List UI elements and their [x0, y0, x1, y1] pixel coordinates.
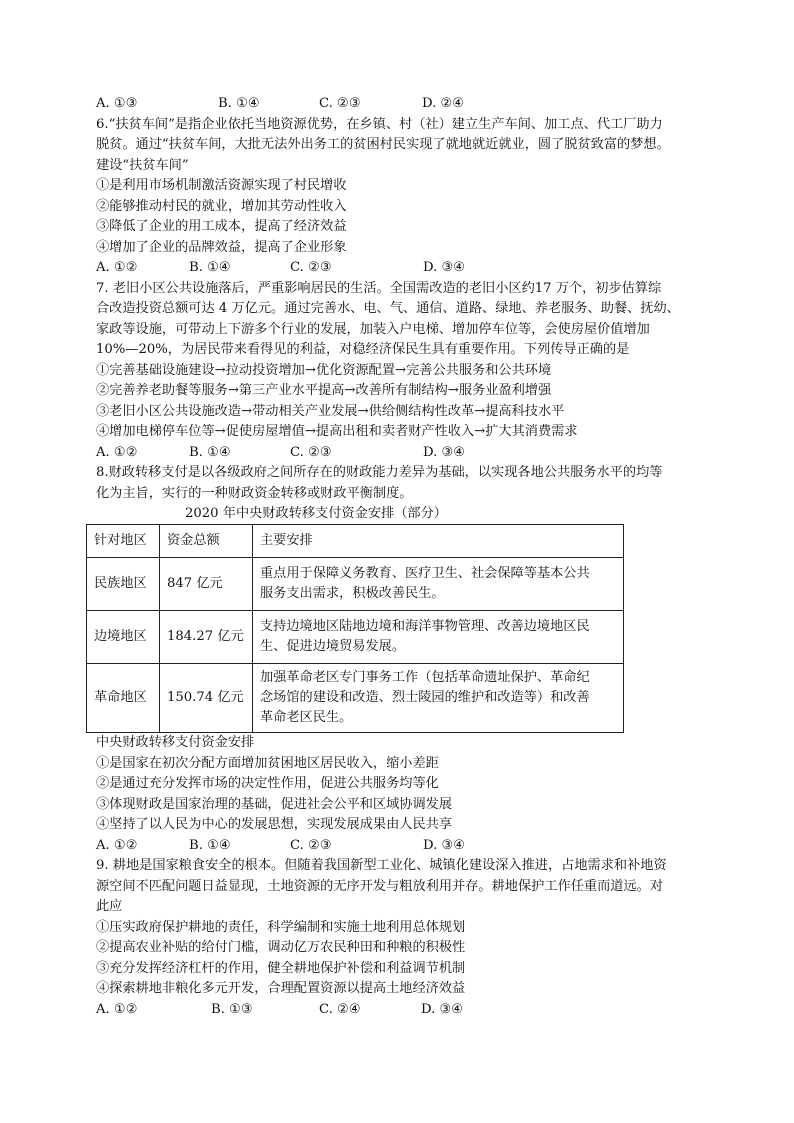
q5-option-c: C. ②③	[319, 96, 361, 111]
cell-plan	[253, 664, 624, 733]
q7-options	[96, 443, 706, 464]
q5-option-a: A. ①③	[96, 96, 138, 111]
q7-stem-line: 7. 老旧小区公共设施落后，严重影响居民的生活。全国需改造的老旧小区约17 万个，初步估算综	[96, 280, 662, 296]
q8-item-3: ③体现财政是国家治理的基础，促进社会公平和区域协调发展	[96, 796, 453, 812]
question-8	[96, 463, 706, 856]
table-row	[87, 558, 624, 611]
cell-plan-line: 重点用于保障义务教育、医疗卫生、社会保障等基本公共	[260, 566, 590, 581]
q6-option-b: B. ①④	[189, 260, 231, 275]
q9-option-c: C. ②④	[319, 1001, 361, 1017]
q8-item-2: ②是通过充分发挥市场的决定性作用，促进公共服务均等化	[96, 776, 439, 791]
q6-item-4: ④增加了企业的品牌效益，提高了企业形象	[96, 239, 347, 255]
exam-page	[96, 94, 706, 1020]
q5-option-b: B. ①④	[218, 96, 260, 111]
table-row	[87, 611, 624, 664]
header-region: 针对地区	[87, 525, 160, 558]
header-plan: 主要安排	[253, 525, 624, 558]
q5-options	[96, 94, 706, 115]
q8-option-d: D. ③④	[423, 837, 466, 853]
q9-stem-line: 此应	[96, 899, 123, 914]
q9-item-2: ②提高农业补贴的给付门槛，调动亿万农民种田和种粮的积极性	[96, 940, 466, 955]
q6-option-d: D. ③④	[423, 260, 466, 275]
q8-lead: 中央财政转移支付资金安排	[96, 735, 255, 750]
q8-item-1: ①是国家在初次分配方面增加贫困地区居民收入，缩小差距	[96, 755, 439, 771]
cell-plan	[253, 611, 624, 664]
q6-stem-line: 建设“扶贫车间”	[96, 157, 189, 173]
q9-item-3: ③充分发挥经济杠杆的作用，健全耕地保护补偿和利益调节机制	[96, 960, 466, 976]
table-row	[87, 664, 624, 733]
q8-options	[96, 836, 706, 857]
q6-stem-line: 脱贫。通过“扶贫车间，大批无法外出务工的贫困村民实现了就地就近就业，圆了脱贫致富的梦想。	[96, 137, 670, 152]
q7-stem-line: 10%—20%，为居民带来看得见的利益，对稳经济保民生具有重要作用。下列传导正确的是	[96, 342, 630, 357]
q8-stem-line: 8.财政转移支付是以各级政府之间所存在的财政能力差异为基础，以实现各地公共服务水平的均等	[96, 465, 663, 480]
q7-item-4: ④增加电梯停车位等→促使房屋增值→提高出租和卖者财产性收入→扩大其消费需求	[96, 424, 578, 439]
q6-item-3: ③降低了企业的用工成本，提高了经济效益	[96, 219, 347, 234]
q9-stem-line: 源空间不匹配问题日益显现，土地资源的无序开发与粗放利用并存。耕地保护工作任重而道远。对	[96, 878, 664, 894]
q7-item-2: ②完善养老助餐等服务→第三产业水平提高→改善所有制结构→服务业盈利增强	[96, 383, 552, 398]
q7-item-3: ③老旧小区公共设施改造→带动相关产业发展→供给侧结构性改革→提高科技水平	[96, 403, 565, 419]
q7-item-1: ①完善基础设施建设→拉动投资增加→优化资源配置→完善公共服务和公共环境	[96, 362, 552, 378]
q6-item-1: ①是利用市场机制激活资源实现了村民增收	[96, 178, 347, 193]
q9-item-4: ④探索耕地非粮化多元开发，合理配置资源以提高土地经济效益	[96, 981, 466, 996]
q6-stem-line: 6.“扶贫车间”是指企业依托当地资源优势，在乡镇、村（社）建立生产车间、加工点、代工厂助力	[96, 116, 663, 132]
q6-item-2: ②能够推动村民的就业，增加其劳动性收入	[96, 198, 347, 214]
header-amount: 资金总额	[160, 525, 253, 558]
cell-plan-line: 生、促进边境贸易发展。	[260, 639, 406, 654]
q6-options	[96, 258, 706, 279]
cell-amount: 847 亿元	[160, 558, 253, 611]
cell-plan-line: 支持边境地区陆地边境和海洋事物管理、改善边境地区民	[260, 619, 590, 634]
question-9	[96, 856, 706, 1020]
q9-stem-line: 9. 耕地是国家粮食安全的根本。但随着我国新型工业化、城镇化建设深入推进，占地需求和补地资	[96, 858, 667, 873]
q8-option-b: B. ①④	[189, 837, 231, 853]
q5-option-d: D. ②④	[422, 96, 465, 111]
cell-amount: 184.27 亿元	[160, 611, 253, 664]
q8-item-4: ④坚持了以人民为中心的发展思想，实现发展成果由人民共享	[96, 817, 453, 832]
cell-region: 民族地区	[87, 558, 160, 611]
q9-options	[96, 1000, 706, 1021]
q7-stem-line: 家政等设施，可带动上下游多个行业的发展，加装入户电梯、增加停车位等，会使房屋价值增加	[96, 321, 650, 337]
q8-stem-line: 化为主旨，实行的一种财政资金转移或财政平衡制度。	[96, 485, 413, 501]
table-caption: 2020 年中央财政转移支付资金安排（部分）	[185, 506, 447, 521]
q9-option-a: A. ①②	[96, 1001, 138, 1017]
question-6	[96, 115, 706, 279]
question-7	[96, 279, 706, 464]
cell-plan-line: 念场馆的建设和改造、烈士陵园的维护和改造等）和改善	[260, 690, 590, 705]
cell-plan-line: 加强革命老区专门事务工作（包括革命遗址保护、革命纪	[260, 670, 590, 685]
cell-plan	[253, 558, 624, 611]
q6-option-c: C. ②③	[290, 260, 332, 275]
q7-stem-line: 合改造投资总额可达 4 万亿元。通过完善水、电、气、通信、道路、绿地、养老服务、助餐、抚幼、	[96, 301, 680, 316]
q6-option-a: A. ①②	[96, 260, 138, 275]
q8-option-a: A. ①②	[96, 837, 138, 853]
q9-option-d: D. ③④	[421, 1001, 464, 1017]
table-header-row	[87, 525, 624, 558]
q7-option-a: A. ①②	[96, 444, 138, 460]
cell-plan-line: 服务支出需求，积极改善民生。	[260, 586, 445, 601]
q9-item-1: ①压实政府保护耕地的责任，科学编制和实施土地利用总体规划	[96, 919, 466, 935]
q9-option-b: B. ①③	[211, 1001, 253, 1017]
transfer-payment-table	[86, 524, 624, 733]
cell-region: 边境地区	[87, 611, 160, 664]
q7-option-b: B. ①④	[189, 444, 231, 460]
cell-region: 革命地区	[87, 664, 160, 733]
q8-option-c: C. ②③	[290, 837, 332, 853]
cell-amount: 150.74 亿元	[160, 664, 253, 733]
cell-plan-line: 革命老区民生。	[260, 710, 353, 725]
q7-option-c: C. ②③	[290, 444, 332, 460]
q7-option-d: D. ③④	[423, 444, 466, 460]
